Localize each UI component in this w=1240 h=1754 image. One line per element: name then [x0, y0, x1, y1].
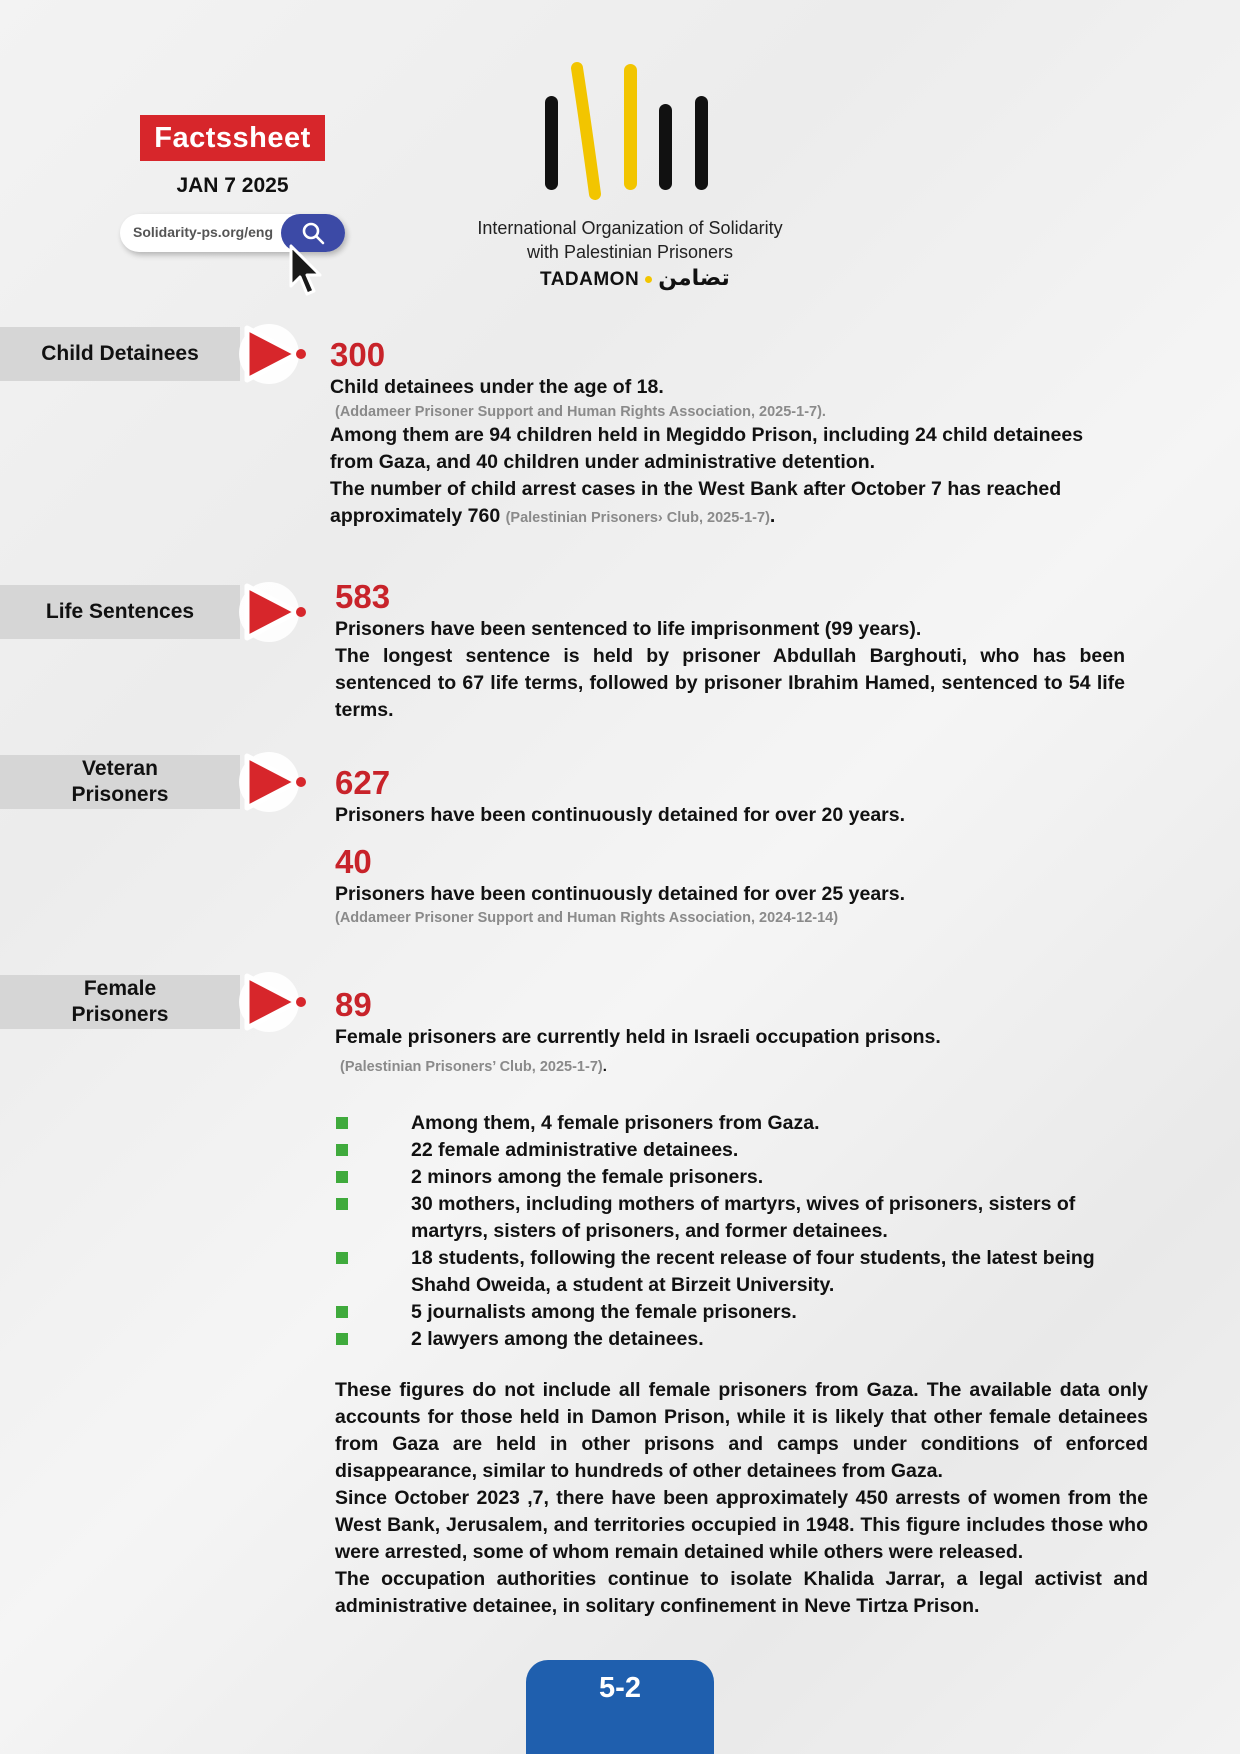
source-citation-2: (Palestinian Prisoners› Club, 2025-1-7) [505, 510, 770, 526]
tab-label-line1: Veteran [82, 757, 158, 780]
stat-description-20y: Prisoners have been continuously detained for over 20 years. [335, 804, 906, 826]
bullet-square-icon [336, 1144, 348, 1156]
stat-description-25y: Prisoners have been continuously detained for over 25 years. [335, 883, 906, 905]
brand-en: TADAMON [540, 269, 640, 290]
tadamon-wordmark [540, 266, 730, 291]
brand-ar: تضامن [658, 266, 730, 291]
list-item-text: 30 mothers, including mothers of martyrs, wives of prisoners, sisters of martyrs, sisters of prisoners, and former detainees. [411, 1193, 1076, 1242]
closing-paragraph-2: Since October 2023 ,7, there have been approximately 450 arrests of women from the West Bank, Jerusalem, and territories occupied in 1948. This figure includes those who were arrested, some of whom remain detained while others were released. [335, 1487, 1148, 1563]
tab-label: Life Sentences [45, 600, 195, 623]
tab-child-detainees [0, 327, 240, 381]
list-item [333, 1326, 1153, 1353]
source-citation: (Addameer Prisoner Support and Human Rights Association, 2025-1-7). [335, 404, 826, 420]
source-end-punct: . [769, 505, 776, 527]
section-veteran-content [335, 764, 1125, 926]
list-item-text: 5 journalists among the female prisoners. [411, 1301, 797, 1323]
tab-label: Child Detainees [41, 342, 199, 365]
play-arrow-icon [233, 962, 313, 1042]
play-arrow-icon [233, 314, 313, 394]
source-citation: (Addameer Prisoner Support and Human Rights Association, 2024-12-14) [335, 910, 839, 926]
bullet-square-icon [336, 1171, 348, 1183]
list-item-text: Among them, 4 female prisoners from Gaza. [411, 1112, 820, 1134]
play-arrow-icon [233, 572, 313, 652]
cursor-icon [285, 242, 325, 300]
publication-date: JAN 7 2025 [176, 174, 289, 197]
arrest-cases-text: The number of child arrest cases in the West Bank after October 7 has reached approximately 760 [330, 478, 1062, 527]
stat-number: 89 [335, 986, 372, 1023]
stat-description: Prisoners have been sentenced to life imprisonment (99 years). [335, 618, 922, 640]
bullet-square-icon [336, 1306, 348, 1318]
page-number: 5-2 [526, 1660, 714, 1754]
list-item [333, 1245, 1153, 1299]
list-item-text: 18 students, following the recent release of four students, the latest being Shahd Oweida, a student at Birzeit University. [411, 1247, 1095, 1296]
tab-label-line2: Prisoners [71, 783, 169, 806]
organization-name [420, 216, 840, 264]
org-name-line1: International Organization of Solidarity [477, 218, 783, 238]
stat-number-20y: 627 [335, 764, 391, 801]
detail-paragraph: The longest sentence is held by prisoner Abdullah Barghouti, who has been sentenced to 67 life terms, followed by prisoner Ibrahim Hamed, sentenced to 54 life terms. [335, 645, 1125, 721]
bullet-square-icon [336, 1333, 348, 1345]
detail-paragraph: Among them are 94 children held in Megiddo Prison, including 24 child detainees from Gaza, and 40 children under administrative detention. [330, 424, 1084, 473]
section-child-content [330, 336, 1130, 532]
tab-veteran-prisoners [0, 755, 240, 809]
tab-label-line2: Prisoners [71, 1003, 169, 1026]
factsheet-badge: Factssheet [140, 115, 325, 161]
stat-description: Child detainees under the age of 18. [330, 376, 664, 398]
source-end-punct: . [602, 1058, 607, 1075]
closing-paragraphs [335, 1377, 1148, 1620]
list-item-text: 2 minors among the female prisoners. [411, 1166, 764, 1188]
tab-life-sentences [0, 585, 240, 639]
bullet-square-icon [336, 1252, 348, 1264]
closing-paragraph-1: These figures do not include all female prisoners from Gaza. The available data only accounts for those held in Damon Prison, while it is likely that other female detainees from Gaza are held in other prisons and camps under conditions of enforced disappearance, similar to hundreds of other detainees from Gaza. [335, 1379, 1148, 1482]
section-life-content [335, 578, 1125, 724]
play-arrow-icon [233, 742, 313, 822]
stat-number-25y: 40 [335, 843, 372, 880]
list-item-text: 2 lawyers among the detainees. [411, 1328, 704, 1350]
list-item [333, 1164, 1153, 1191]
detail-paragraph-2 [330, 476, 1130, 532]
tab-female-prisoners [0, 975, 240, 1029]
list-item [333, 1299, 1153, 1326]
bullet-square-icon [336, 1198, 348, 1210]
list-item-text: 22 female administrative detainees. [411, 1139, 739, 1161]
source-line [335, 1053, 1125, 1080]
tadamon-logo-bars [535, 60, 720, 210]
list-item [333, 1110, 1153, 1137]
tab-label-line1: Female [83, 977, 157, 1000]
list-item [333, 1191, 1153, 1245]
stat-number: 300 [330, 336, 386, 373]
female-prisoners-list [333, 1110, 1153, 1353]
source-citation: (Palestinian Prisoners’ Club, 2025-1-7) [340, 1059, 603, 1075]
brand-dot [645, 276, 652, 283]
closing-paragraph-3: The occupation authorities continue to isolate Khalida Jarrar, a legal activist and administrative detainee, in solitary confinement in Neve Tirtza Prison. [335, 1568, 1148, 1617]
bullet-square-icon [336, 1117, 348, 1129]
list-item [333, 1137, 1153, 1164]
org-name-line2: with Palestinian Prisoners [526, 242, 734, 262]
stat-number: 583 [335, 578, 391, 615]
stat-description: Female prisoners are currently held in Israeli occupation prisons. [335, 1026, 941, 1048]
section-female-content [335, 986, 1125, 1080]
url-text: Solidarity-ps.org/eng [133, 224, 274, 240]
